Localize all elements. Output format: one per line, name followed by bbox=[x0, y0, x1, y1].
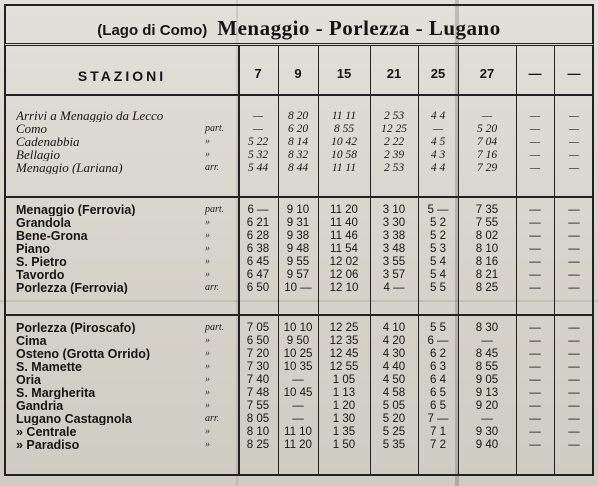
time-cell: 6 5 bbox=[430, 387, 446, 399]
table-row bbox=[6, 204, 596, 216]
time-cell: 6 4 bbox=[430, 374, 446, 386]
time-cell: 1 35 bbox=[332, 426, 356, 438]
time-cell: 5 25 bbox=[382, 426, 406, 438]
time-cell: 11 40 bbox=[330, 217, 358, 229]
arrival-departure-tag: » bbox=[205, 256, 210, 267]
arrival-departure-tag: part. bbox=[205, 123, 225, 134]
time-cell: — bbox=[529, 387, 541, 399]
time-cell: 11 20 bbox=[284, 439, 312, 451]
header-divider bbox=[6, 94, 592, 96]
time-cell: — bbox=[432, 123, 444, 135]
time-cell: — bbox=[568, 256, 580, 268]
train-column-header: — bbox=[567, 66, 581, 81]
time-cell: 9 30 bbox=[475, 426, 499, 438]
train-column-header: 27 bbox=[479, 66, 495, 81]
time-cell: 5 44 bbox=[247, 162, 269, 174]
time-cell: 3 57 bbox=[382, 269, 406, 281]
section-divider bbox=[6, 314, 592, 316]
station-name: Piano bbox=[16, 243, 51, 255]
time-cell: — bbox=[481, 335, 493, 347]
arrival-departure-tag: » bbox=[205, 335, 210, 346]
table-row bbox=[6, 348, 596, 360]
time-cell: — bbox=[568, 400, 580, 412]
time-cell: 3 30 bbox=[382, 217, 406, 229]
arrival-departure-tag: » bbox=[205, 361, 210, 372]
time-cell: — bbox=[529, 348, 541, 360]
arrival-departure-tag: arr. bbox=[205, 162, 220, 173]
time-cell: 6 20 bbox=[287, 123, 309, 135]
time-cell: — bbox=[568, 136, 580, 148]
table-row bbox=[6, 110, 596, 122]
table-row bbox=[6, 149, 596, 161]
arrival-departure-tag: » bbox=[205, 217, 210, 228]
time-cell: — bbox=[529, 400, 541, 412]
time-cell: 9 05 bbox=[475, 374, 499, 386]
station-name: S. Pietro bbox=[16, 256, 67, 268]
station-name: Gandria bbox=[16, 400, 64, 412]
stations-column-header: STAZIONI bbox=[77, 68, 167, 84]
train-column-header: — bbox=[528, 66, 542, 81]
time-cell: 4 10 bbox=[382, 322, 406, 334]
time-cell: 6 3 bbox=[430, 361, 446, 373]
time-cell: — bbox=[568, 426, 580, 438]
time-cell: 6 — bbox=[247, 204, 269, 216]
time-cell: 8 25 bbox=[246, 439, 270, 451]
time-cell: 8 10 bbox=[475, 243, 499, 255]
time-cell: 11 46 bbox=[330, 230, 358, 242]
train-column-header: 21 bbox=[386, 66, 402, 81]
arrival-departure-tag: » bbox=[205, 374, 210, 385]
station-name: » Paradiso bbox=[16, 439, 80, 451]
time-cell: 7 2 bbox=[430, 439, 446, 451]
arrival-departure-tag: » bbox=[205, 230, 210, 241]
time-cell: 1 30 bbox=[332, 413, 356, 425]
time-cell: 2 22 bbox=[383, 136, 405, 148]
time-cell: 8 55 bbox=[333, 123, 355, 135]
time-cell: 4 4 bbox=[430, 110, 446, 122]
time-cell: 8 21 bbox=[475, 269, 499, 281]
time-cell: — bbox=[568, 361, 580, 373]
time-cell: 8 20 bbox=[287, 110, 309, 122]
time-cell: 5 — bbox=[427, 204, 449, 216]
table-row bbox=[6, 439, 596, 451]
arrival-departure-tag: » bbox=[205, 426, 210, 437]
time-cell: 1 13 bbox=[332, 387, 356, 399]
table-row bbox=[6, 217, 596, 229]
time-cell: 7 05 bbox=[246, 322, 270, 334]
time-cell: 7 48 bbox=[246, 387, 270, 399]
train-column-header: 25 bbox=[430, 66, 446, 81]
time-cell: 3 55 bbox=[382, 256, 406, 268]
table-row bbox=[6, 374, 596, 386]
station-name: Arrivi a Menaggio da Lecco bbox=[16, 110, 164, 122]
time-cell: 10 45 bbox=[283, 387, 313, 399]
paper-fold bbox=[0, 300, 598, 302]
time-cell: — bbox=[529, 217, 541, 229]
time-cell: 9 10 bbox=[286, 204, 310, 216]
time-cell: 10 25 bbox=[283, 348, 313, 360]
station-name: » Centrale bbox=[16, 426, 77, 438]
timetable-grid bbox=[4, 46, 594, 476]
time-cell: — bbox=[568, 439, 580, 451]
time-cell: 7 29 bbox=[476, 162, 498, 174]
station-name: Como bbox=[16, 123, 48, 135]
time-cell: — bbox=[568, 204, 580, 216]
time-cell: — bbox=[568, 243, 580, 255]
time-cell: 6 50 bbox=[246, 335, 270, 347]
station-name: Menaggio (Ferrovia) bbox=[16, 204, 136, 216]
time-cell: 4 58 bbox=[382, 387, 406, 399]
time-cell: 1 50 bbox=[332, 439, 356, 451]
time-cell: 8 16 bbox=[475, 256, 499, 268]
time-cell: 6 47 bbox=[246, 269, 270, 281]
paper-fold bbox=[455, 0, 459, 486]
title-route: Menaggio - Porlezza - Lugano bbox=[217, 16, 501, 40]
time-cell: 8 32 bbox=[287, 149, 309, 161]
time-cell: — bbox=[529, 243, 541, 255]
time-cell: — bbox=[529, 374, 541, 386]
time-cell: 7 — bbox=[427, 413, 449, 425]
time-cell: 5 05 bbox=[382, 400, 406, 412]
time-cell: — bbox=[529, 413, 541, 425]
time-cell: 6 45 bbox=[246, 256, 270, 268]
table-row bbox=[6, 322, 596, 334]
time-cell: — bbox=[529, 230, 541, 242]
time-cell: 8 30 bbox=[475, 322, 499, 334]
arrival-departure-tag: » bbox=[205, 439, 210, 450]
time-cell: 10 58 bbox=[331, 149, 357, 161]
time-cell: — bbox=[529, 123, 541, 135]
time-cell: — bbox=[529, 439, 541, 451]
time-cell: 6 — bbox=[427, 335, 449, 347]
station-name: Porlezza (Piroscafo) bbox=[16, 322, 136, 334]
time-cell: 8 45 bbox=[475, 348, 499, 360]
time-cell: — bbox=[529, 136, 541, 148]
time-cell: 12 35 bbox=[329, 335, 359, 347]
time-cell: 9 57 bbox=[286, 269, 310, 281]
time-cell: 6 5 bbox=[430, 400, 446, 412]
table-row bbox=[6, 269, 596, 281]
table-row bbox=[6, 230, 596, 242]
station-name: Menaggio (Lariana) bbox=[16, 162, 123, 174]
arrival-departure-tag: part. bbox=[205, 322, 225, 333]
table-row bbox=[6, 282, 596, 294]
time-cell: 10 42 bbox=[331, 136, 357, 148]
time-cell: — bbox=[568, 123, 580, 135]
time-cell: 11 20 bbox=[330, 204, 358, 216]
station-name: Oria bbox=[16, 374, 42, 386]
time-cell: 10 — bbox=[284, 282, 312, 294]
station-name: Grandola bbox=[16, 217, 71, 229]
station-name: Porlezza (Ferrovia) bbox=[16, 282, 128, 294]
arrival-departure-tag: part. bbox=[205, 204, 225, 215]
paper-fold bbox=[236, 0, 238, 486]
time-cell: — bbox=[529, 256, 541, 268]
time-cell: — bbox=[568, 374, 580, 386]
time-cell: 7 16 bbox=[476, 149, 498, 161]
time-cell: 5 2 bbox=[430, 217, 446, 229]
time-cell: 6 50 bbox=[246, 282, 270, 294]
time-cell: 5 4 bbox=[430, 269, 446, 281]
time-cell: — bbox=[568, 387, 580, 399]
time-cell: 8 05 bbox=[246, 413, 270, 425]
time-cell: — bbox=[568, 348, 580, 360]
time-cell: — bbox=[252, 123, 264, 135]
arrival-departure-tag: » bbox=[205, 269, 210, 280]
time-cell: 8 14 bbox=[287, 136, 309, 148]
time-cell: 8 55 bbox=[475, 361, 499, 373]
time-cell: — bbox=[292, 374, 304, 386]
station-name: Cadenabbia bbox=[16, 136, 80, 148]
time-cell: 9 50 bbox=[286, 335, 310, 347]
time-cell: 8 25 bbox=[475, 282, 499, 294]
time-cell: 5 5 bbox=[430, 322, 446, 334]
time-cell: 6 38 bbox=[246, 243, 270, 255]
time-cell: 5 2 bbox=[430, 230, 446, 242]
station-name: S. Margherita bbox=[16, 387, 96, 399]
time-cell: — bbox=[568, 413, 580, 425]
time-cell: 3 38 bbox=[382, 230, 406, 242]
arrival-departure-tag: arr. bbox=[205, 282, 220, 293]
station-name: S. Mamette bbox=[16, 361, 82, 373]
station-name: Tavordo bbox=[16, 269, 65, 281]
time-cell: — bbox=[252, 110, 264, 122]
time-cell: — bbox=[568, 162, 580, 174]
time-cell: 6 2 bbox=[430, 348, 446, 360]
time-cell: 2 39 bbox=[383, 149, 405, 161]
time-cell: — bbox=[529, 110, 541, 122]
time-cell: 12 10 bbox=[329, 282, 359, 294]
table-row bbox=[6, 136, 596, 148]
arrival-departure-tag: » bbox=[205, 136, 210, 147]
time-cell: 7 30 bbox=[246, 361, 270, 373]
time-cell: 6 28 bbox=[246, 230, 270, 242]
train-column-header: 9 bbox=[294, 66, 302, 81]
station-name: Osteno (Grotta Orrido) bbox=[16, 348, 151, 360]
time-cell: 9 20 bbox=[475, 400, 499, 412]
arrival-departure-tag: » bbox=[205, 400, 210, 411]
time-cell: 5 35 bbox=[382, 439, 406, 451]
time-cell: 4 30 bbox=[382, 348, 406, 360]
time-cell: 4 4 bbox=[430, 162, 446, 174]
time-cell: — bbox=[529, 162, 541, 174]
table-row bbox=[6, 400, 596, 412]
time-cell: — bbox=[568, 149, 580, 161]
time-cell: 8 10 bbox=[246, 426, 270, 438]
arrival-departure-tag: arr. bbox=[205, 413, 220, 424]
time-cell: 7 04 bbox=[476, 136, 498, 148]
time-cell: 5 3 bbox=[430, 243, 446, 255]
time-cell: 9 38 bbox=[286, 230, 310, 242]
time-cell: — bbox=[568, 217, 580, 229]
time-cell: 9 13 bbox=[475, 387, 499, 399]
time-cell: 7 55 bbox=[475, 217, 499, 229]
time-cell: 4 5 bbox=[430, 136, 446, 148]
train-column-header: 7 bbox=[254, 66, 262, 81]
section-divider bbox=[6, 196, 592, 198]
time-cell: — bbox=[529, 361, 541, 373]
time-cell: 12 55 bbox=[329, 361, 359, 373]
time-cell: 4 20 bbox=[382, 335, 406, 347]
time-cell: 12 45 bbox=[329, 348, 359, 360]
station-name: Bene-Grona bbox=[16, 230, 88, 242]
time-cell: 1 20 bbox=[332, 400, 356, 412]
station-name: Bellagio bbox=[16, 149, 61, 161]
time-cell: 7 20 bbox=[246, 348, 270, 360]
table-row bbox=[6, 256, 596, 268]
time-cell: 12 25 bbox=[329, 322, 359, 334]
time-cell: 5 20 bbox=[382, 413, 406, 425]
time-cell: 5 20 bbox=[476, 123, 498, 135]
title-subtitle: (Lago di Como) bbox=[97, 22, 208, 39]
station-name: Cima bbox=[16, 335, 47, 347]
station-name: Lugano Castagnola bbox=[16, 413, 132, 425]
time-cell: 12 02 bbox=[329, 256, 359, 268]
time-cell: — bbox=[529, 282, 541, 294]
time-cell: 5 32 bbox=[247, 149, 269, 161]
time-cell: 9 31 bbox=[286, 217, 310, 229]
time-cell: 12 25 bbox=[381, 123, 407, 135]
train-column-header: 15 bbox=[336, 66, 352, 81]
time-cell: 11 11 bbox=[331, 110, 357, 122]
time-cell: 3 48 bbox=[382, 243, 406, 255]
time-cell: 4 3 bbox=[430, 149, 446, 161]
time-cell: — bbox=[529, 322, 541, 334]
page-title bbox=[6, 16, 592, 41]
time-cell: — bbox=[481, 413, 493, 425]
time-cell: 5 22 bbox=[247, 136, 269, 148]
time-cell: 11 10 bbox=[284, 426, 312, 438]
time-cell: — bbox=[529, 335, 541, 347]
time-cell: — bbox=[481, 110, 493, 122]
time-cell: — bbox=[568, 230, 580, 242]
time-cell: — bbox=[292, 400, 304, 412]
time-cell: 2 53 bbox=[383, 162, 405, 174]
time-cell: 8 02 bbox=[475, 230, 499, 242]
table-row bbox=[6, 123, 596, 135]
arrival-departure-tag: » bbox=[205, 149, 210, 160]
arrival-departure-tag: » bbox=[205, 243, 210, 254]
title-box bbox=[4, 4, 594, 46]
time-cell: 5 4 bbox=[430, 256, 446, 268]
arrival-departure-tag: » bbox=[205, 348, 210, 359]
time-cell: 11 11 bbox=[331, 162, 357, 174]
time-cell: — bbox=[529, 426, 541, 438]
table-row bbox=[6, 361, 596, 373]
time-cell: 6 21 bbox=[246, 217, 270, 229]
time-cell: — bbox=[568, 322, 580, 334]
time-cell: 4 50 bbox=[382, 374, 406, 386]
time-cell: 2 53 bbox=[383, 110, 405, 122]
time-cell: 9 40 bbox=[475, 439, 499, 451]
time-cell: 8 44 bbox=[287, 162, 309, 174]
time-cell: 10 35 bbox=[283, 361, 313, 373]
time-cell: 4 — bbox=[383, 282, 405, 294]
time-cell: — bbox=[529, 204, 541, 216]
table-row bbox=[6, 426, 596, 438]
table-row bbox=[6, 387, 596, 399]
time-cell: 10 10 bbox=[283, 322, 313, 334]
time-cell: — bbox=[529, 269, 541, 281]
time-cell: 7 55 bbox=[246, 400, 270, 412]
time-cell: 7 40 bbox=[246, 374, 270, 386]
table-row bbox=[6, 413, 596, 425]
time-cell: — bbox=[568, 335, 580, 347]
table-row bbox=[6, 243, 596, 255]
time-cell: — bbox=[568, 269, 580, 281]
table-row bbox=[6, 162, 596, 174]
time-cell: — bbox=[568, 282, 580, 294]
time-cell: 7 35 bbox=[475, 204, 499, 216]
time-cell: 12 06 bbox=[329, 269, 359, 281]
table-row bbox=[6, 335, 596, 347]
time-cell: 9 48 bbox=[286, 243, 310, 255]
time-cell: 3 10 bbox=[382, 204, 406, 216]
arrival-departure-tag: » bbox=[205, 387, 210, 398]
time-cell: 11 54 bbox=[330, 243, 358, 255]
time-cell: 9 55 bbox=[286, 256, 310, 268]
time-cell: — bbox=[568, 110, 580, 122]
time-cell: 1 05 bbox=[332, 374, 356, 386]
time-cell: — bbox=[292, 413, 304, 425]
time-cell: 7 1 bbox=[430, 426, 446, 438]
time-cell: 5 5 bbox=[430, 282, 446, 294]
time-cell: 4 40 bbox=[382, 361, 406, 373]
time-cell: — bbox=[529, 149, 541, 161]
